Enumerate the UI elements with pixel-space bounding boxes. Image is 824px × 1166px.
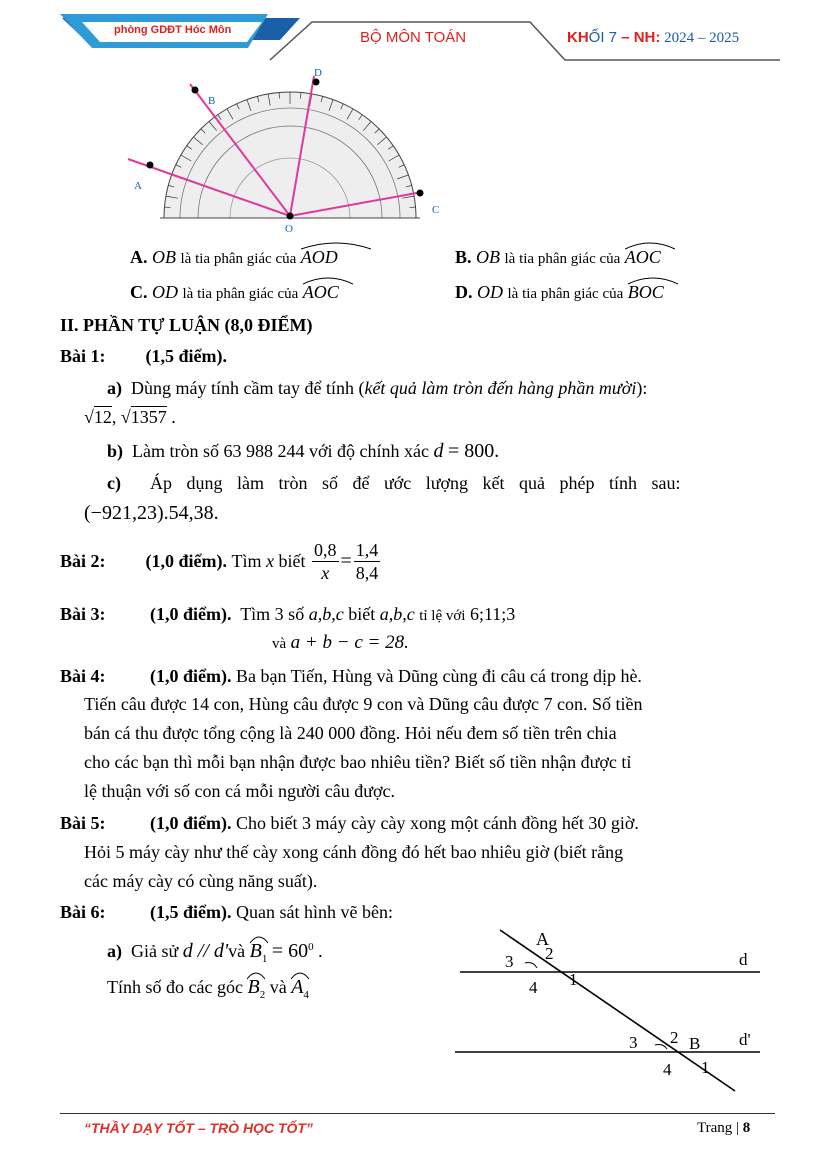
bai3: Bài 3: (1,0 điểm). Tìm 3 số a,b,c biết a,b,c tỉ lệ với 6;11;3 bbox=[60, 604, 516, 624]
svg-text:4: 4 bbox=[529, 978, 538, 997]
bai6-a: a) Giả sử d // d'và $B_1 = 60^0$ . bbox=[107, 936, 323, 970]
page-number: Trang | 8 bbox=[697, 1120, 751, 1136]
section-title: II. PHẦN TỰ LUẬN (8,0 ĐIỂM) bbox=[60, 315, 313, 335]
svg-text:4: 4 bbox=[663, 1060, 672, 1079]
bai5-line: Hỏi 5 máy cày như thế cày xong cánh đồng đó hết bao nhiêu giờ (biết rằng bbox=[84, 842, 624, 862]
svg-text:1: 1 bbox=[701, 1058, 710, 1077]
label-o: O bbox=[285, 223, 293, 235]
bai4-line: bán cá thu được tổng cộng là 240 000 đồng. Hỏi nếu đem số tiền trên chia bbox=[84, 723, 617, 743]
label-c: C bbox=[432, 204, 440, 216]
bai1-c-expr: (−921,23).54,38. bbox=[84, 502, 219, 524]
svg-text:d: d bbox=[739, 950, 748, 969]
bai4-header: Bài 4: (1,0 điểm). Ba bạn Tiến, Hùng và Dũng cùng đi câu cá trong dịp hè. bbox=[60, 666, 642, 686]
svg-text:3: 3 bbox=[629, 1033, 638, 1052]
choice-a: A. OB là tia phân giác của AOD bbox=[130, 246, 338, 270]
grade-year: KHỐI 7 – NH: 2024 – 2025 bbox=[567, 29, 740, 46]
label-b: B bbox=[208, 95, 216, 107]
svg-text:3: 3 bbox=[505, 952, 514, 971]
bai4-line: lệ thuận với số con cá mỗi người câu được. bbox=[84, 781, 395, 801]
choice-c: C. OD là tia phân giác của AOC bbox=[130, 281, 339, 305]
bai6-header: Bài 6: (1,5 điểm). Quan sát hình vẽ bên: bbox=[60, 902, 393, 922]
choice-b: B. OB là tia phân giác của AOC bbox=[455, 246, 661, 270]
parallel-lines-figure bbox=[455, 925, 775, 1095]
bai4-line: Tiến câu được 14 con, Hùng câu được 9 con và Dũng câu được 7 con. Số tiền bbox=[84, 694, 643, 714]
bai3-line2: và a + b − c = 28. bbox=[272, 632, 409, 653]
bai5-header: Bài 5: (1,0 điểm). Cho biết 3 máy cày cày xong một cánh đồng hết 30 giờ. bbox=[60, 813, 639, 833]
svg-text:B: B bbox=[689, 1034, 701, 1053]
bai6-a-line2: Tính số đo các góc $B_2$ và $A_4$ bbox=[107, 976, 309, 1006]
svg-text:2: 2 bbox=[670, 1028, 679, 1047]
footer-divider bbox=[60, 1113, 775, 1114]
svg-text:2: 2 bbox=[545, 944, 554, 963]
footer-slogan: “THẦY DẠY TỐT – TRÒ HỌC TỐT” bbox=[84, 1120, 313, 1136]
label-a: A bbox=[134, 180, 142, 192]
bai1-a: a) Dùng máy tính cầm tay để tính (kết quả làm tròn đến hàng phần mười): bbox=[107, 378, 648, 398]
school-name: phòng GDĐT Hóc Môn bbox=[114, 24, 232, 36]
choice-d: D. OD là tia phân giác của BOC bbox=[455, 281, 664, 305]
bai1-b: b) Làm tròn số 63 988 244 với độ chính xác d = 800. bbox=[107, 440, 500, 462]
department-title: BỘ MÔN TOÁN bbox=[360, 29, 467, 46]
svg-text:1: 1 bbox=[569, 970, 578, 989]
svg-text:A: A bbox=[536, 929, 549, 949]
bai1-header: Bài 1: (1,5 điểm). bbox=[60, 346, 227, 366]
bai1-sqrts: √12, √1357 . bbox=[84, 407, 176, 427]
label-d: D bbox=[314, 67, 322, 79]
bai4-line: cho các bạn thì mỗi bạn nhận được bao nhiêu tiền? Biết số tiền nhận được tỉ bbox=[84, 752, 632, 772]
bai2: Bài 2: (1,0 điểm). Tìm x biết $\frac{0,8}{x}$ = $\frac{1,4}{8,4}$ bbox=[60, 539, 379, 583]
protractor-figure bbox=[120, 62, 450, 238]
svg-text:d': d' bbox=[739, 1030, 751, 1049]
bai1-c: c) Áp dụng làm tròn số để ước lượng kết quả phép tính sau: bbox=[107, 473, 681, 493]
bai5-line: các máy cày có cùng năng suất). bbox=[84, 871, 318, 891]
